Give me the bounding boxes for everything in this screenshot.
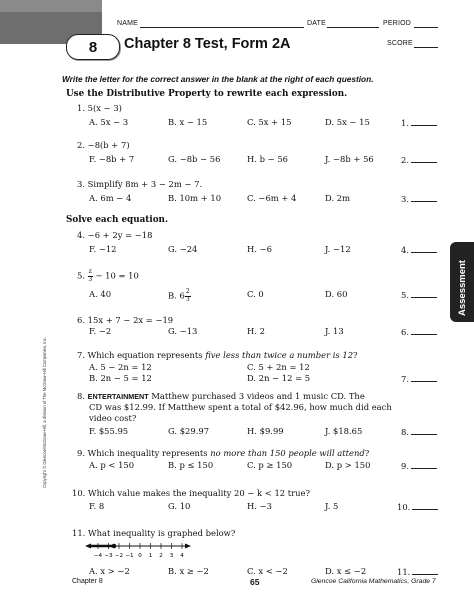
choice-8g[interactable]: G. $29.97 [168,426,210,436]
choice-3d[interactable]: D. 2m [325,193,351,203]
choice-10f[interactable]: F. 8 [89,501,105,511]
date-label: DATE [307,20,326,27]
choice-5a[interactable]: A. 40 [89,289,112,299]
choice-6h[interactable]: H. 2 [247,326,265,336]
number-line-tick-label: 3 [169,553,174,559]
choice-3c[interactable]: C. −6m + 4 [247,193,297,203]
choice-2h[interactable]: H. b − 56 [247,154,288,164]
choice-6g[interactable]: G. −13 [168,326,198,336]
chapter-number-badge [66,34,120,60]
fraction-z-over-3: $\frac{z}{3}$ [88,268,93,283]
choice-5d[interactable]: D. 60 [325,289,348,299]
question-5: 5. $\frac{z}{3}$ − 10 = 10 [77,268,139,283]
choice-7b[interactable]: B. 2n − 5 = 12 [89,373,152,383]
number-line-tick-label: −4 [93,553,103,559]
answer-blank-3[interactable]: 3. [401,193,437,204]
choice-10g[interactable]: G. 10 [168,501,191,511]
question-11: 11. What inequality is graphed below? [72,528,236,538]
score-field[interactable] [414,47,438,48]
topic-tag: ENTERTAINMENT [87,392,149,401]
page-title: Chapter 8 Test, Form 2A [124,36,291,52]
choice-2f[interactable]: F. −8b + 7 [89,154,135,164]
name-label: NAME [117,20,139,27]
choice-4h[interactable]: H. −6 [247,244,272,254]
choice-9a[interactable]: A. p < 150 [89,460,135,470]
choice-9b[interactable]: B. p ≤ 150 [168,460,214,470]
question-2: 2. −8(b + 7) [77,140,130,150]
closed-point [112,544,117,549]
fraction-2-over-3: $\frac{2}{3}$ [185,288,190,303]
answer-blank-7[interactable]: 7. [401,373,437,384]
question-6: 6. 15x + 7 − 2x = −19 [77,315,174,325]
choice-4g[interactable]: G. −24 [168,244,198,254]
answer-blank-4[interactable]: 4. [401,244,437,255]
question-4: 4. −6 + 2y = −18 [77,230,153,240]
choice-1b[interactable]: B. x − 15 [168,117,208,127]
answer-blank-1[interactable]: 1. [401,117,437,128]
question-8-line-3: video cost? [89,413,137,423]
page-number: 65 [250,577,260,587]
choice-9c[interactable]: C. p ≥ 150 [247,460,293,470]
number-line [82,538,194,562]
number-line-tick-label: 0 [138,553,142,559]
answer-blank-11[interactable]: 11. [397,566,438,577]
choice-6f[interactable]: F. −2 [89,326,112,336]
footer-publisher: Glencoe California Mathematics, Grade 7 [311,578,436,585]
question-7: 7. Which equation represents five less than twice a number is 12? [77,350,358,360]
choice-5b[interactable]: B. 6 $\frac{2}{3}$ [168,288,190,303]
chapter-number: 8 [88,38,98,56]
choice-11d[interactable]: D. x ≤ −2 [325,566,367,576]
choice-11c[interactable]: C. x < −2 [247,566,288,576]
question-text: 5(x − 3) [87,103,122,113]
choice-10h[interactable]: H. −3 [247,501,272,511]
answer-blank-9[interactable]: 9. [401,460,437,471]
answer-blank-10[interactable]: 10. [397,501,438,512]
answer-blank-5[interactable]: 5. [401,289,437,300]
choice-4j[interactable]: J. −12 [325,244,351,254]
answer-blank-8[interactable]: 8. [401,426,437,437]
number-line-tick-label: 4 [180,553,184,559]
question-10: 10. Which value makes the inequality 20 − k < 12 true? [72,488,310,498]
choice-8j[interactable]: J. $18.65 [325,426,363,436]
choice-7a[interactable]: A. 5 − 2n = 12 [89,362,152,372]
name-field[interactable] [140,27,304,28]
choice-8h[interactable]: H. $9.99 [247,426,284,436]
period-label: PERIOD [383,20,412,27]
question-1 [77,103,122,113]
section-heading-distributive: Use the Distributive Property to rewrite each expression. [66,89,348,99]
choice-1a[interactable]: A. 5x − 3 [89,117,129,127]
choice-8f[interactable]: F. $55.95 [89,426,129,436]
footer-chapter: Chapter 8 [72,578,103,585]
choice-5c[interactable]: C. 0 [247,289,264,299]
choice-9d[interactable]: D. p > 150 [325,460,371,470]
choice-11b[interactable]: B. x ≥ −2 [168,566,209,576]
score-label: SCORE [387,40,413,47]
number-line-tick-label: −1 [125,553,134,559]
question-number: 1. [77,103,85,113]
copyright-notice: Copyright © Glencoe/McGraw-Hill, a division of The McGraw-Hill Companies, Inc. [42,336,47,488]
question-3: 3. Simplify 8m + 3 − 2m − 7. [77,179,203,189]
choice-7d[interactable]: D. 2n − 12 = 5 [247,373,311,383]
instructions: Write the letter for the correct answer in the blank at the right of each question. [62,74,374,84]
date-field[interactable] [327,27,379,28]
number-line-tick-label: 2 [159,553,163,559]
number-line-tick-label: 1 [148,553,153,559]
answer-blank-6[interactable]: 6. [401,326,437,337]
number-line-tick-label: −2 [114,553,124,559]
question-9: 9. Which inequality represents no more than 150 people will attend? [77,448,370,458]
choice-7c[interactable]: C. 5 + 2n = 12 [247,362,310,372]
question-8: 8. ENTERTAINMENT Matthew purchased 3 videos and 1 music CD. The [77,391,365,401]
choice-2g[interactable]: G. −8b − 56 [168,154,221,164]
assessment-tab-label: Assessment [457,260,468,316]
choice-1c[interactable]: C. 5x + 15 [247,117,292,127]
number-line-tick-label: −3 [104,553,113,559]
choice-6j[interactable]: J. 13 [325,326,344,336]
choice-2j[interactable]: J. −8b + 56 [325,154,374,164]
answer-blank-2[interactable]: 2. [401,154,437,165]
question-8-line-2: CD was $12.99. If Matthew spent a total of $42.96, how much did each [89,402,392,412]
choice-1d[interactable]: D. 5x − 15 [325,117,370,127]
choice-4f[interactable]: F. −12 [89,244,117,254]
choice-3b[interactable]: B. 10m + 10 [168,193,222,203]
section-heading-solve: Solve each equation. [66,215,169,225]
choice-10j[interactable]: J. 5 [325,501,339,511]
period-field[interactable] [414,27,438,28]
choice-11a[interactable]: A. x > −2 [89,566,130,576]
choice-3a[interactable]: A. 6m − 4 [89,193,132,203]
